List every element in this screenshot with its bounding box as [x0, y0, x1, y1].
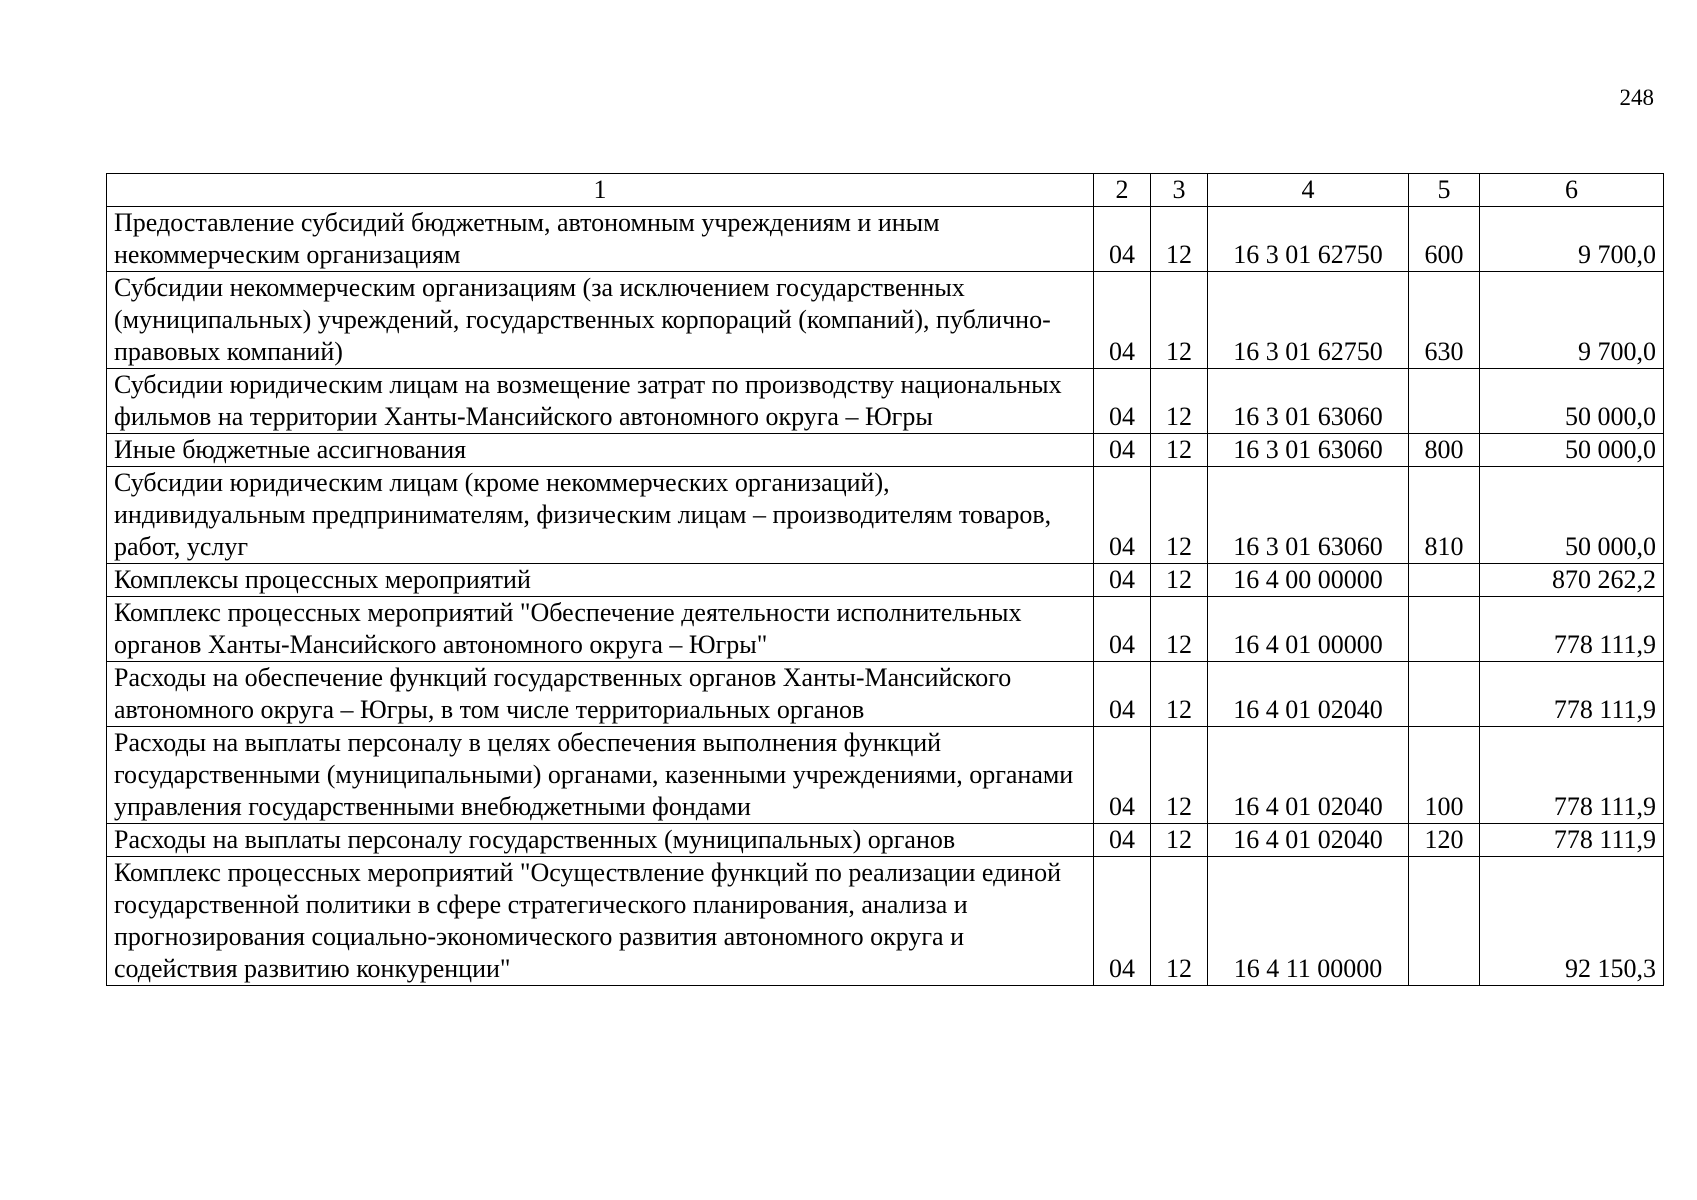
- row-subsection: 12: [1151, 369, 1208, 434]
- row-section: 04: [1094, 369, 1151, 434]
- row-expense-type: 100: [1409, 727, 1480, 824]
- column-header-6: 6: [1480, 174, 1664, 207]
- row-amount: 778 111,9: [1480, 824, 1664, 857]
- row-description: Предоставление субсидий бюджетным, автономным учреждениям и иным некоммерческим организациям: [107, 207, 1094, 272]
- row-expense-type: 810: [1409, 467, 1480, 564]
- row-section: 04: [1094, 272, 1151, 369]
- table-row: [107, 369, 1664, 434]
- table-header-row: [107, 174, 1664, 207]
- column-header-1: 1: [107, 174, 1094, 207]
- row-description: Субсидии некоммерческим организациям (за исключением государственных (муниципальных) учреждений, государственных корпораций (компаний), публично-правовых компаний): [107, 272, 1094, 369]
- row-section: 04: [1094, 662, 1151, 727]
- row-amount: 778 111,9: [1480, 727, 1664, 824]
- table-row: [107, 857, 1664, 986]
- row-target-article: 16 4 01 02040: [1208, 662, 1409, 727]
- row-target-article: 16 4 11 00000: [1208, 857, 1409, 986]
- row-target-article: 16 3 01 62750: [1208, 207, 1409, 272]
- row-amount: 9 700,0: [1480, 272, 1664, 369]
- column-header-2: 2: [1094, 174, 1151, 207]
- row-section: 04: [1094, 597, 1151, 662]
- row-subsection: 12: [1151, 857, 1208, 986]
- row-description: Субсидии юридическим лицам на возмещение затрат по производству национальных фильмов на территории Ханты-Мансийского автономного округа – Югры: [107, 369, 1094, 434]
- row-amount: 50 000,0: [1480, 434, 1664, 467]
- row-amount: 778 111,9: [1480, 597, 1664, 662]
- row-amount: 50 000,0: [1480, 369, 1664, 434]
- row-expense-type: [1409, 597, 1480, 662]
- row-description: Иные бюджетные ассигнования: [107, 434, 1094, 467]
- row-section: 04: [1094, 564, 1151, 597]
- row-target-article: 16 4 00 00000: [1208, 564, 1409, 597]
- row-section: 04: [1094, 857, 1151, 986]
- row-description: Комплексы процессных мероприятий: [107, 564, 1094, 597]
- row-subsection: 12: [1151, 207, 1208, 272]
- row-description: Расходы на выплаты персоналу в целях обеспечения выполнения функций государственными (муниципальными) органами, казенными учреждениями, органами управления государственными внебюджетными фондами: [107, 727, 1094, 824]
- row-expense-type: 630: [1409, 272, 1480, 369]
- row-subsection: 12: [1151, 564, 1208, 597]
- row-expense-type: [1409, 662, 1480, 727]
- row-target-article: 16 3 01 63060: [1208, 434, 1409, 467]
- row-description: Расходы на выплаты персоналу государственных (муниципальных) органов: [107, 824, 1094, 857]
- row-subsection: 12: [1151, 597, 1208, 662]
- row-expense-type: 120: [1409, 824, 1480, 857]
- row-description: Комплекс процессных мероприятий "Осуществление функций по реализации единой государственной политики в сфере стратегического планирования, анализа и прогнозирования социально-экономического развития автономного округа и содействия развитию конкуренции": [107, 857, 1094, 986]
- row-expense-type: [1409, 564, 1480, 597]
- row-amount: 9 700,0: [1480, 207, 1664, 272]
- row-subsection: 12: [1151, 272, 1208, 369]
- row-target-article: 16 3 01 63060: [1208, 467, 1409, 564]
- table-row: [107, 597, 1664, 662]
- column-header-5: 5: [1409, 174, 1480, 207]
- row-amount: 92 150,3: [1480, 857, 1664, 986]
- row-target-article: 16 4 01 02040: [1208, 824, 1409, 857]
- row-amount: 778 111,9: [1480, 662, 1664, 727]
- row-subsection: 12: [1151, 824, 1208, 857]
- row-subsection: 12: [1151, 727, 1208, 824]
- table-row: [107, 434, 1664, 467]
- row-section: 04: [1094, 727, 1151, 824]
- table-row: [107, 727, 1664, 824]
- row-description: Субсидии юридическим лицам (кроме некоммерческих организаций), индивидуальным предпринимателям, физическим лицам – производителям товаров, работ, услуг: [107, 467, 1094, 564]
- row-target-article: 16 4 01 00000: [1208, 597, 1409, 662]
- row-amount: 870 262,2: [1480, 564, 1664, 597]
- row-amount: 50 000,0: [1480, 467, 1664, 564]
- table-row: [107, 824, 1664, 857]
- row-section: 04: [1094, 824, 1151, 857]
- page-number: 248: [1619, 85, 1654, 110]
- row-target-article: 16 3 01 62750: [1208, 272, 1409, 369]
- row-expense-type: [1409, 857, 1480, 986]
- row-subsection: 12: [1151, 662, 1208, 727]
- table-row: [107, 272, 1664, 369]
- table-row: [107, 467, 1664, 564]
- row-target-article: 16 3 01 63060: [1208, 369, 1409, 434]
- row-section: 04: [1094, 207, 1151, 272]
- row-expense-type: 600: [1409, 207, 1480, 272]
- row-subsection: 12: [1151, 434, 1208, 467]
- row-expense-type: [1409, 369, 1480, 434]
- row-section: 04: [1094, 434, 1151, 467]
- row-description: Комплекс процессных мероприятий "Обеспечение деятельности исполнительных органов Ханты-Мансийского автономного округа – Югры": [107, 597, 1094, 662]
- table-row: [107, 564, 1664, 597]
- budget-table: [106, 173, 1664, 986]
- row-subsection: 12: [1151, 467, 1208, 564]
- row-expense-type: 800: [1409, 434, 1480, 467]
- column-header-4: 4: [1208, 174, 1409, 207]
- row-section: 04: [1094, 467, 1151, 564]
- row-target-article: 16 4 01 02040: [1208, 727, 1409, 824]
- table-row: [107, 207, 1664, 272]
- column-header-3: 3: [1151, 174, 1208, 207]
- table-row: [107, 662, 1664, 727]
- row-description: Расходы на обеспечение функций государственных органов Ханты-Мансийского автономного округа – Югры, в том числе территориальных органов: [107, 662, 1094, 727]
